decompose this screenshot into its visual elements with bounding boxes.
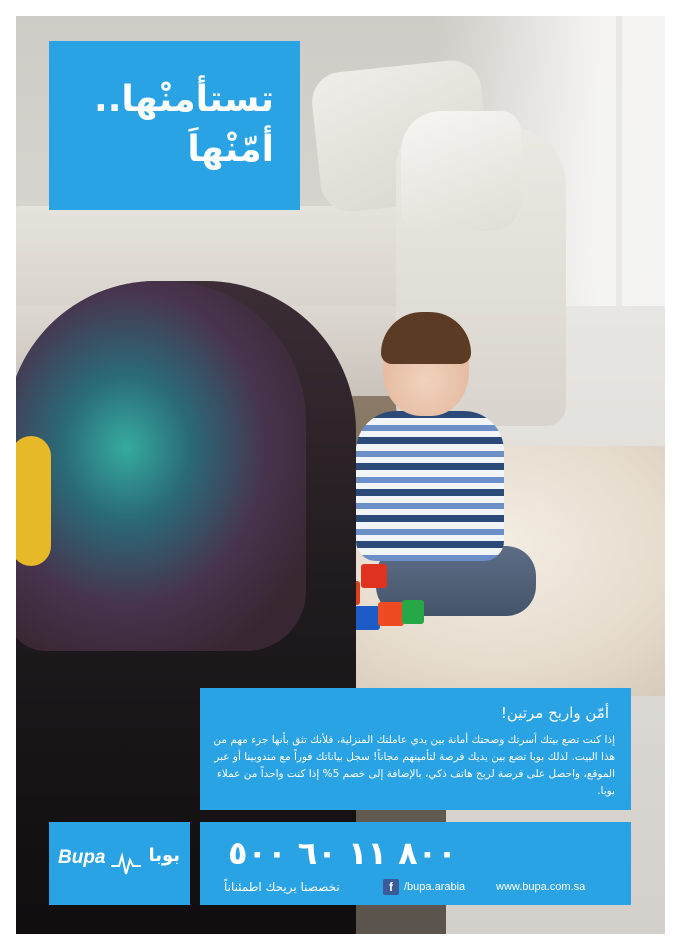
logo-latin: Bupa — [58, 847, 106, 868]
headline-line-2: أمّنْهاَ — [187, 129, 274, 170]
woman-headscarf — [16, 281, 306, 651]
toy-block-blue — [354, 606, 380, 630]
website-link[interactable]: www.bupa.com.sa — [496, 881, 586, 893]
heartbeat-icon — [111, 852, 141, 876]
headline-line-1: تستأمنْها.. — [94, 79, 274, 120]
info-body: إذا كنت تضع بيتك أسرتك وصحتك أمانة بين يدي عاملتك المنزلية، فلأنك تثق بأنها جزء مهم من هذا البيت. لذلك بوبا تضع بين يديك فرصة لتأمينهم مجاناً! سجل بياناتك فوراً مع مندوبينا أو عبر الموقع، واحصل على فرصة لربح هاتف ذكي، بالإضافة إلى خصم 5% إذا كنت واحداً من عملاء بوبا. — [213, 734, 615, 797]
sofa-throw-blanket — [401, 111, 521, 231]
phone-number[interactable]: ٨٠٠ ١١ ٦٠ ٥٠٠ — [228, 834, 457, 872]
child-striped-shirt — [356, 411, 504, 561]
headline — [94, 75, 274, 175]
logo-arabic: بوبا — [148, 845, 180, 866]
tagline: نخصصنا يريحك اطمئناناً — [224, 880, 340, 894]
facebook-handle[interactable]: /bupa.arabia — [404, 881, 466, 893]
toy-block-red — [378, 602, 404, 626]
contact-box — [200, 822, 631, 905]
facebook-icon[interactable]: f — [383, 879, 399, 895]
headscarf-yellow-pattern — [16, 436, 51, 566]
toy-block-red — [361, 564, 387, 588]
info-title: أمّن واربح مرتين! — [500, 704, 609, 722]
toy-block-green — [402, 600, 424, 624]
info-box — [200, 688, 631, 810]
headline-box — [49, 41, 300, 210]
bupa-logo — [49, 822, 190, 905]
